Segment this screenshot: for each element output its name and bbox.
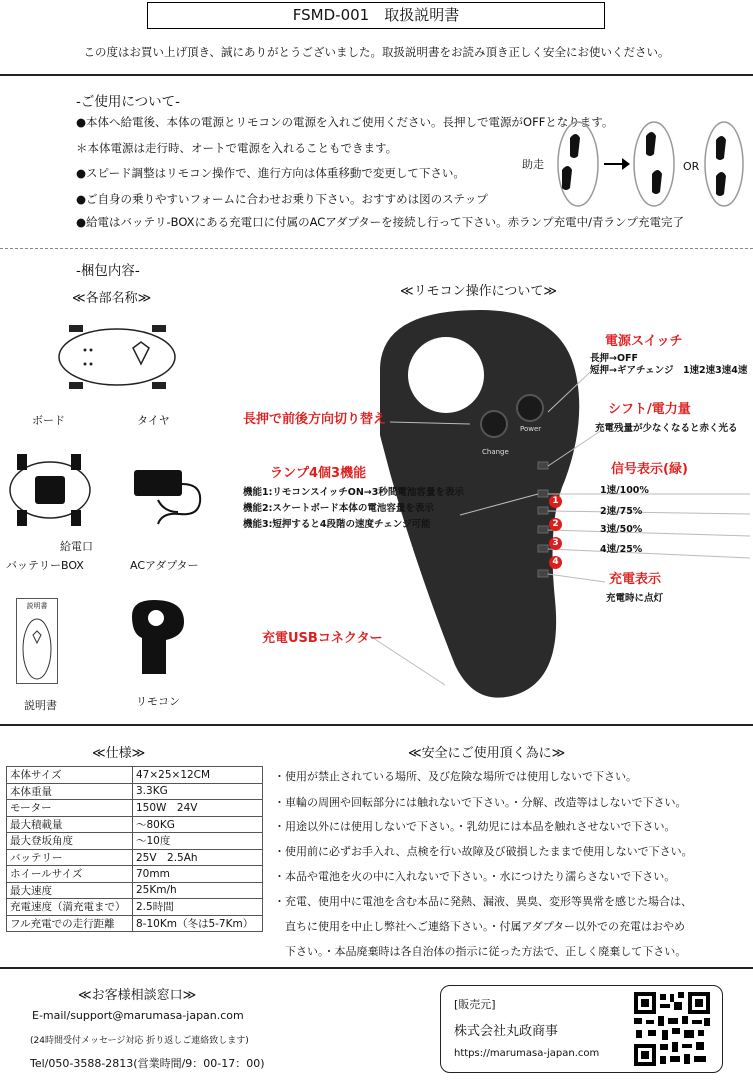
- safety-heading: ≪安全にご使用頂く為に≫: [408, 746, 566, 761]
- safety-line-1: ・使用が禁止されている場所、及び危険な場所では使用しないで下さい。: [274, 770, 637, 783]
- speed-3: 3速/50%: [600, 524, 643, 535]
- spec-table: [6, 766, 263, 932]
- table-row: ホイールサイズ 70mm: [7, 866, 263, 883]
- remote-label: リモコン: [136, 695, 180, 708]
- step-label-run: 助走: [522, 158, 544, 171]
- usage-line-4: ●ご自身の乗りやすいフォームに合わせお乗り下さい。おすすめは図のステップ: [76, 192, 488, 206]
- speed-2: 2速/75%: [600, 506, 643, 517]
- ac-adapter-label: ACアダプター: [130, 559, 199, 572]
- power-switch-line-2: 短押→ギアチェンジ 1速2速3速4速: [590, 365, 748, 376]
- manual-board-icon: [17, 611, 57, 683]
- divider: [0, 248, 753, 249]
- parts-heading: ≪各部名称≫: [72, 291, 152, 306]
- signal-title: 信号表示(緑): [611, 462, 688, 477]
- contact-heading: ≪お客様相談窓口≫: [78, 988, 197, 1003]
- usage-line-2: ＊本体電源は走行時、オートで電源を入れることもできます。: [76, 141, 398, 155]
- table-row: 最大速度 25Km/h: [7, 882, 263, 899]
- divider: [0, 967, 753, 969]
- direction-title: 長押で前後方向切り替え: [243, 412, 387, 427]
- change-button-label: Change: [482, 448, 509, 456]
- battery-box-icon: [5, 450, 100, 530]
- document-title: FSMD-001 取扱説明書: [147, 2, 605, 29]
- speed-1: 1速/100%: [600, 485, 649, 496]
- intro-text: この度はお買い上げ頂き、誠にありがとうございました。取扱説明書をお読み頂き正しく安全にお使いください。: [83, 45, 670, 59]
- usage-line-1: ●本体へ給電後、本体の電源とリモコンの電源を入れご使用ください。長押しで電源がOFFとなります。: [76, 115, 614, 129]
- seller-url[interactable]: https://marumasa-japan.com: [454, 1048, 600, 1059]
- tire-label: タイヤ: [137, 414, 170, 427]
- step-illustration: [520, 118, 745, 210]
- manual-label: 説明書: [24, 699, 57, 712]
- lamp-number-4: 4: [549, 549, 562, 569]
- seller-label: [販売元]: [454, 998, 496, 1011]
- shift-desc: 充電残量が少なくなると赤く光る: [595, 423, 738, 434]
- step-label-or: OR: [683, 160, 700, 173]
- lamp-function-1: 機能1:リモコンスイッチON→3秒間電池容量を表示: [243, 487, 464, 498]
- lamp-function-3: 機能3:短押すると4段階の速度チェンジ可能: [243, 519, 431, 530]
- table-row: 最大登坂角度 ～10度: [7, 833, 263, 850]
- lamp-function-2: 機能2:スケートボード本体の電池容量を表示: [243, 503, 434, 514]
- divider: [0, 74, 753, 76]
- usb-connector-title: 充電USBコネクター: [262, 631, 383, 646]
- table-row: バッテリー 25V 2.5Ah: [7, 849, 263, 866]
- safety-line-3: ・用途以外には使用しないで下さい。・乳幼児には本品を触れさせないで下さい。: [274, 820, 676, 833]
- usage-heading: -ご使用について-: [76, 94, 180, 110]
- lamp-number-2: 2: [549, 511, 562, 531]
- lamp-number-3: 3: [549, 530, 562, 550]
- remote-heading: ≪リモコン操作について≫: [400, 284, 557, 299]
- table-row: 最大積載量 ～80KG: [7, 816, 263, 833]
- charge-indicator-title: 充電表示: [609, 572, 662, 587]
- lamp-number-1: 1: [549, 488, 562, 508]
- contact-tel: Tel/050-3588-2813(営業時間/9：00-17：00): [30, 1057, 265, 1070]
- safety-line-2: ・車輪の周囲や回転部分には触れないで下さい。・分解、改造等はしないで下さい。: [274, 796, 687, 809]
- usage-line-3: ●スピード調整はリモコン操作で、進行方向は体重移動で変更して下さい。: [76, 166, 465, 180]
- safety-line-5: ・本品や電池を火の中に入れないで下さい。・水につけたり濡らさないで下さい。: [274, 870, 676, 883]
- charge-port-label: 給電口: [60, 540, 93, 553]
- safety-line-4: ・使用前に必ずお手入れ、点検を行い故障及び破損したままで使用しないで下さい。: [274, 845, 693, 858]
- remote-small-icon: [128, 598, 190, 676]
- contact-note: (24時間受付メッセージ対応 折り返しご連絡致します): [30, 1036, 249, 1046]
- footstep-diagram-icon: [548, 118, 745, 210]
- table-row: 本体重量 3.3KG: [7, 783, 263, 800]
- safety-line-8: 下さい。・本品廃棄時は各自治体の指示に従った方法で、正しく廃棄して下さい。: [274, 945, 687, 958]
- table-row: 本体サイズ 47×25×12CM: [7, 767, 263, 784]
- power-switch-title: 電源スイッチ: [605, 334, 683, 349]
- battery-label: バッテリーBOX: [6, 559, 84, 572]
- power-switch-line-1: 長押→OFF: [590, 353, 639, 364]
- speed-4: 4速/25%: [600, 544, 643, 555]
- qr-code-icon[interactable]: [632, 990, 712, 1068]
- seller-company: 株式会社丸政商事: [454, 1024, 559, 1039]
- table-row: 充電速度（満充電まで） 2.5時間: [7, 899, 263, 916]
- lamp-title: ランプ4個3機能: [270, 466, 367, 481]
- divider: [0, 724, 753, 726]
- usage-line-5: ●給電はバッテリ-BOXにある充電口に付属のACアダプターを接続し行って下さい。赤ランプ充電中/青ランプ充電完了: [76, 215, 685, 229]
- contact-email[interactable]: E-mail/support@marumasa-japan.com: [32, 1009, 244, 1022]
- power-button-label: Power: [520, 425, 542, 433]
- safety-line-7: 直ちに使用を中止し弊社へご連絡下さい。・付属アダプター以外での充電はおやめ: [274, 920, 685, 933]
- spec-heading: ≪仕様≫: [92, 746, 146, 761]
- board-label: ボード: [32, 414, 65, 427]
- manual-thumbnail: [16, 598, 58, 684]
- manual-tag: 説明書: [26, 602, 48, 610]
- package-heading: -梱包内容-: [76, 263, 140, 279]
- board-diagram-icon: [55, 322, 180, 392]
- charge-indicator-desc: 充電時に点灯: [606, 593, 664, 604]
- table-row: フル充電での走行距離 8-10Km（冬は5-7Km）: [7, 915, 263, 932]
- ac-adapter-icon: [128, 460, 218, 530]
- table-row: モーター 150W 24V: [7, 800, 263, 817]
- shift-title: シフト/電力量: [608, 402, 691, 417]
- safety-line-6: ・充電、使用中に電池を含む本品に発熱、漏液、異臭、変形等異常を感じた場合は、: [274, 895, 692, 908]
